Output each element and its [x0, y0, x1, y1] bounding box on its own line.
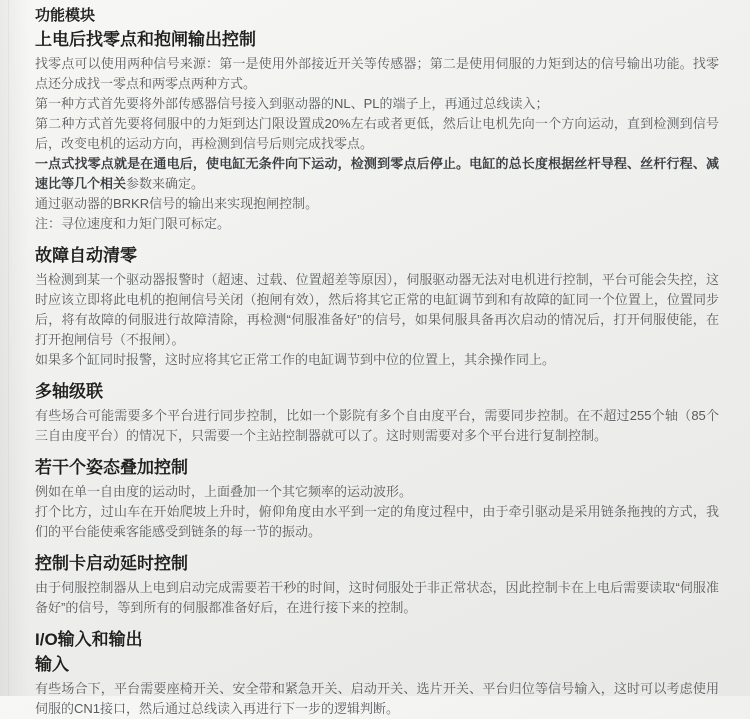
section-1	[35, 29, 719, 234]
paragraph	[35, 114, 719, 154]
paragraph	[35, 270, 719, 350]
section-subheading: 输入	[35, 655, 69, 674]
text-segment: 有些场合下，平台需要座椅开关、安全带和紧急开关、启动开关、选片开关、平台归位等信号输入，这时可以考虑使用伺服的CN1接口，然后通过总线读入再进行下一步的逻辑判断。	[35, 681, 719, 716]
section-heading: 多轴级联	[35, 382, 103, 401]
text-segment: 第二种方式首先要将伺服中的力矩到达门限设置成20%左右或者更低，然后让电机先向一个方向运动，直到检测到信号后，改变电机的运动方向，再检测到信号后则完成找零点。	[35, 116, 719, 151]
content-sections	[35, 29, 719, 719]
text-segment: 注：寻位速度和力矩门限可标定。	[35, 216, 231, 231]
description-page	[35, 6, 719, 719]
section-2	[35, 245, 719, 370]
text-segment: 第一种方式首先要将外部传感器信号接入到驱动器的NL、PL的端子上，再通过总线读入；	[35, 96, 549, 111]
text-segment: 打个比方，过山车在开始爬坡上升时，俯仰角度由水平到一定的角度过程中，由于牵引驱动是采用链条拖拽的方式，我们的平台能使乘客能感受到链条的每一节的振动。	[35, 504, 719, 539]
paragraph	[35, 482, 719, 502]
text-segment: 找零点可以使用两种信号来源：第一是使用外部接近开关等传感器；第二是使用伺服的力矩到达的信号输出功能。找零点还分成找一零点和两零点两种方式。	[35, 56, 719, 91]
text-segment: 有些场合可能需要多个平台进行同步控制，比如一个影院有多个自由度平台，需要同步控制。在不超过255个轴（85个三自由度平台）的情况下，只需要一个主站控制器就可以了。这时则需要对多个平台进行复制控制。	[35, 408, 719, 443]
section-heading: 若干个姿态叠加控制	[35, 458, 188, 477]
text-segment: 如果多个缸同时报警，这时应将其它正常工作的电缸调节到中位的位置上，其余操作同上。	[35, 352, 556, 367]
section-heading: 上电后找零点和抱闸输出控制	[35, 30, 256, 49]
paragraph	[35, 406, 719, 446]
text-segment: 由于伺服控制器从上电到启动完成需要若干秒的时间，这时伺服处于非正常状态，因此控制卡在上电后需要读取“伺服准备好”的信号，等到所有的伺服都准备好后，在进行接下来的控制。	[35, 580, 719, 615]
paragraph	[35, 578, 719, 618]
paragraph	[35, 502, 719, 542]
section-3	[35, 381, 719, 446]
page-title: 功能模块	[35, 7, 96, 24]
text-segment: 参数来确定。	[126, 176, 205, 191]
paragraph	[35, 154, 719, 194]
text-segment: 例如在单一自由度的运动时，上面叠加一个其它频率的运动波形。	[35, 484, 413, 499]
section-heading: 控制卡启动延时控制	[35, 554, 188, 573]
section-5	[35, 553, 719, 618]
section-heading: 故障自动清零	[35, 246, 137, 265]
section-4	[35, 457, 719, 542]
text-segment: 通过驱动器的BRKR信号的输出来实现抱闸控制。	[35, 196, 319, 211]
paragraph	[35, 214, 719, 234]
paragraph	[35, 94, 719, 114]
section-6	[35, 629, 719, 719]
paragraph	[35, 679, 719, 719]
text-segment: 一点式找零点就是在通电后，使电缸无条件向下运动，检测到零点后停止。电缸的总长度根据丝杆导程、丝杆行程、减速比等几个相关	[35, 156, 719, 191]
section-heading: I/O输入和输出	[35, 630, 143, 649]
paragraph	[35, 350, 719, 370]
paragraph	[35, 194, 719, 214]
text-segment: 当检测到某一个驱动器报警时（超速、过载、位置超差等原因），伺服驱动器无法对电机进行控制，平台可能会失控，这时应该立即将此电机的抱闸信号关闭（抱闸有效），然后将其它正常的电缸调节到和有故障的缸同一个位置上，位置同步后，将有故障的伺服进行故障清除，再检测“伺服准备好”的信号，如果伺服具备再次启动的情况后，打开伺服使能，在打开抱闸信号（不报闸）。	[35, 272, 719, 347]
paragraph	[35, 54, 719, 94]
